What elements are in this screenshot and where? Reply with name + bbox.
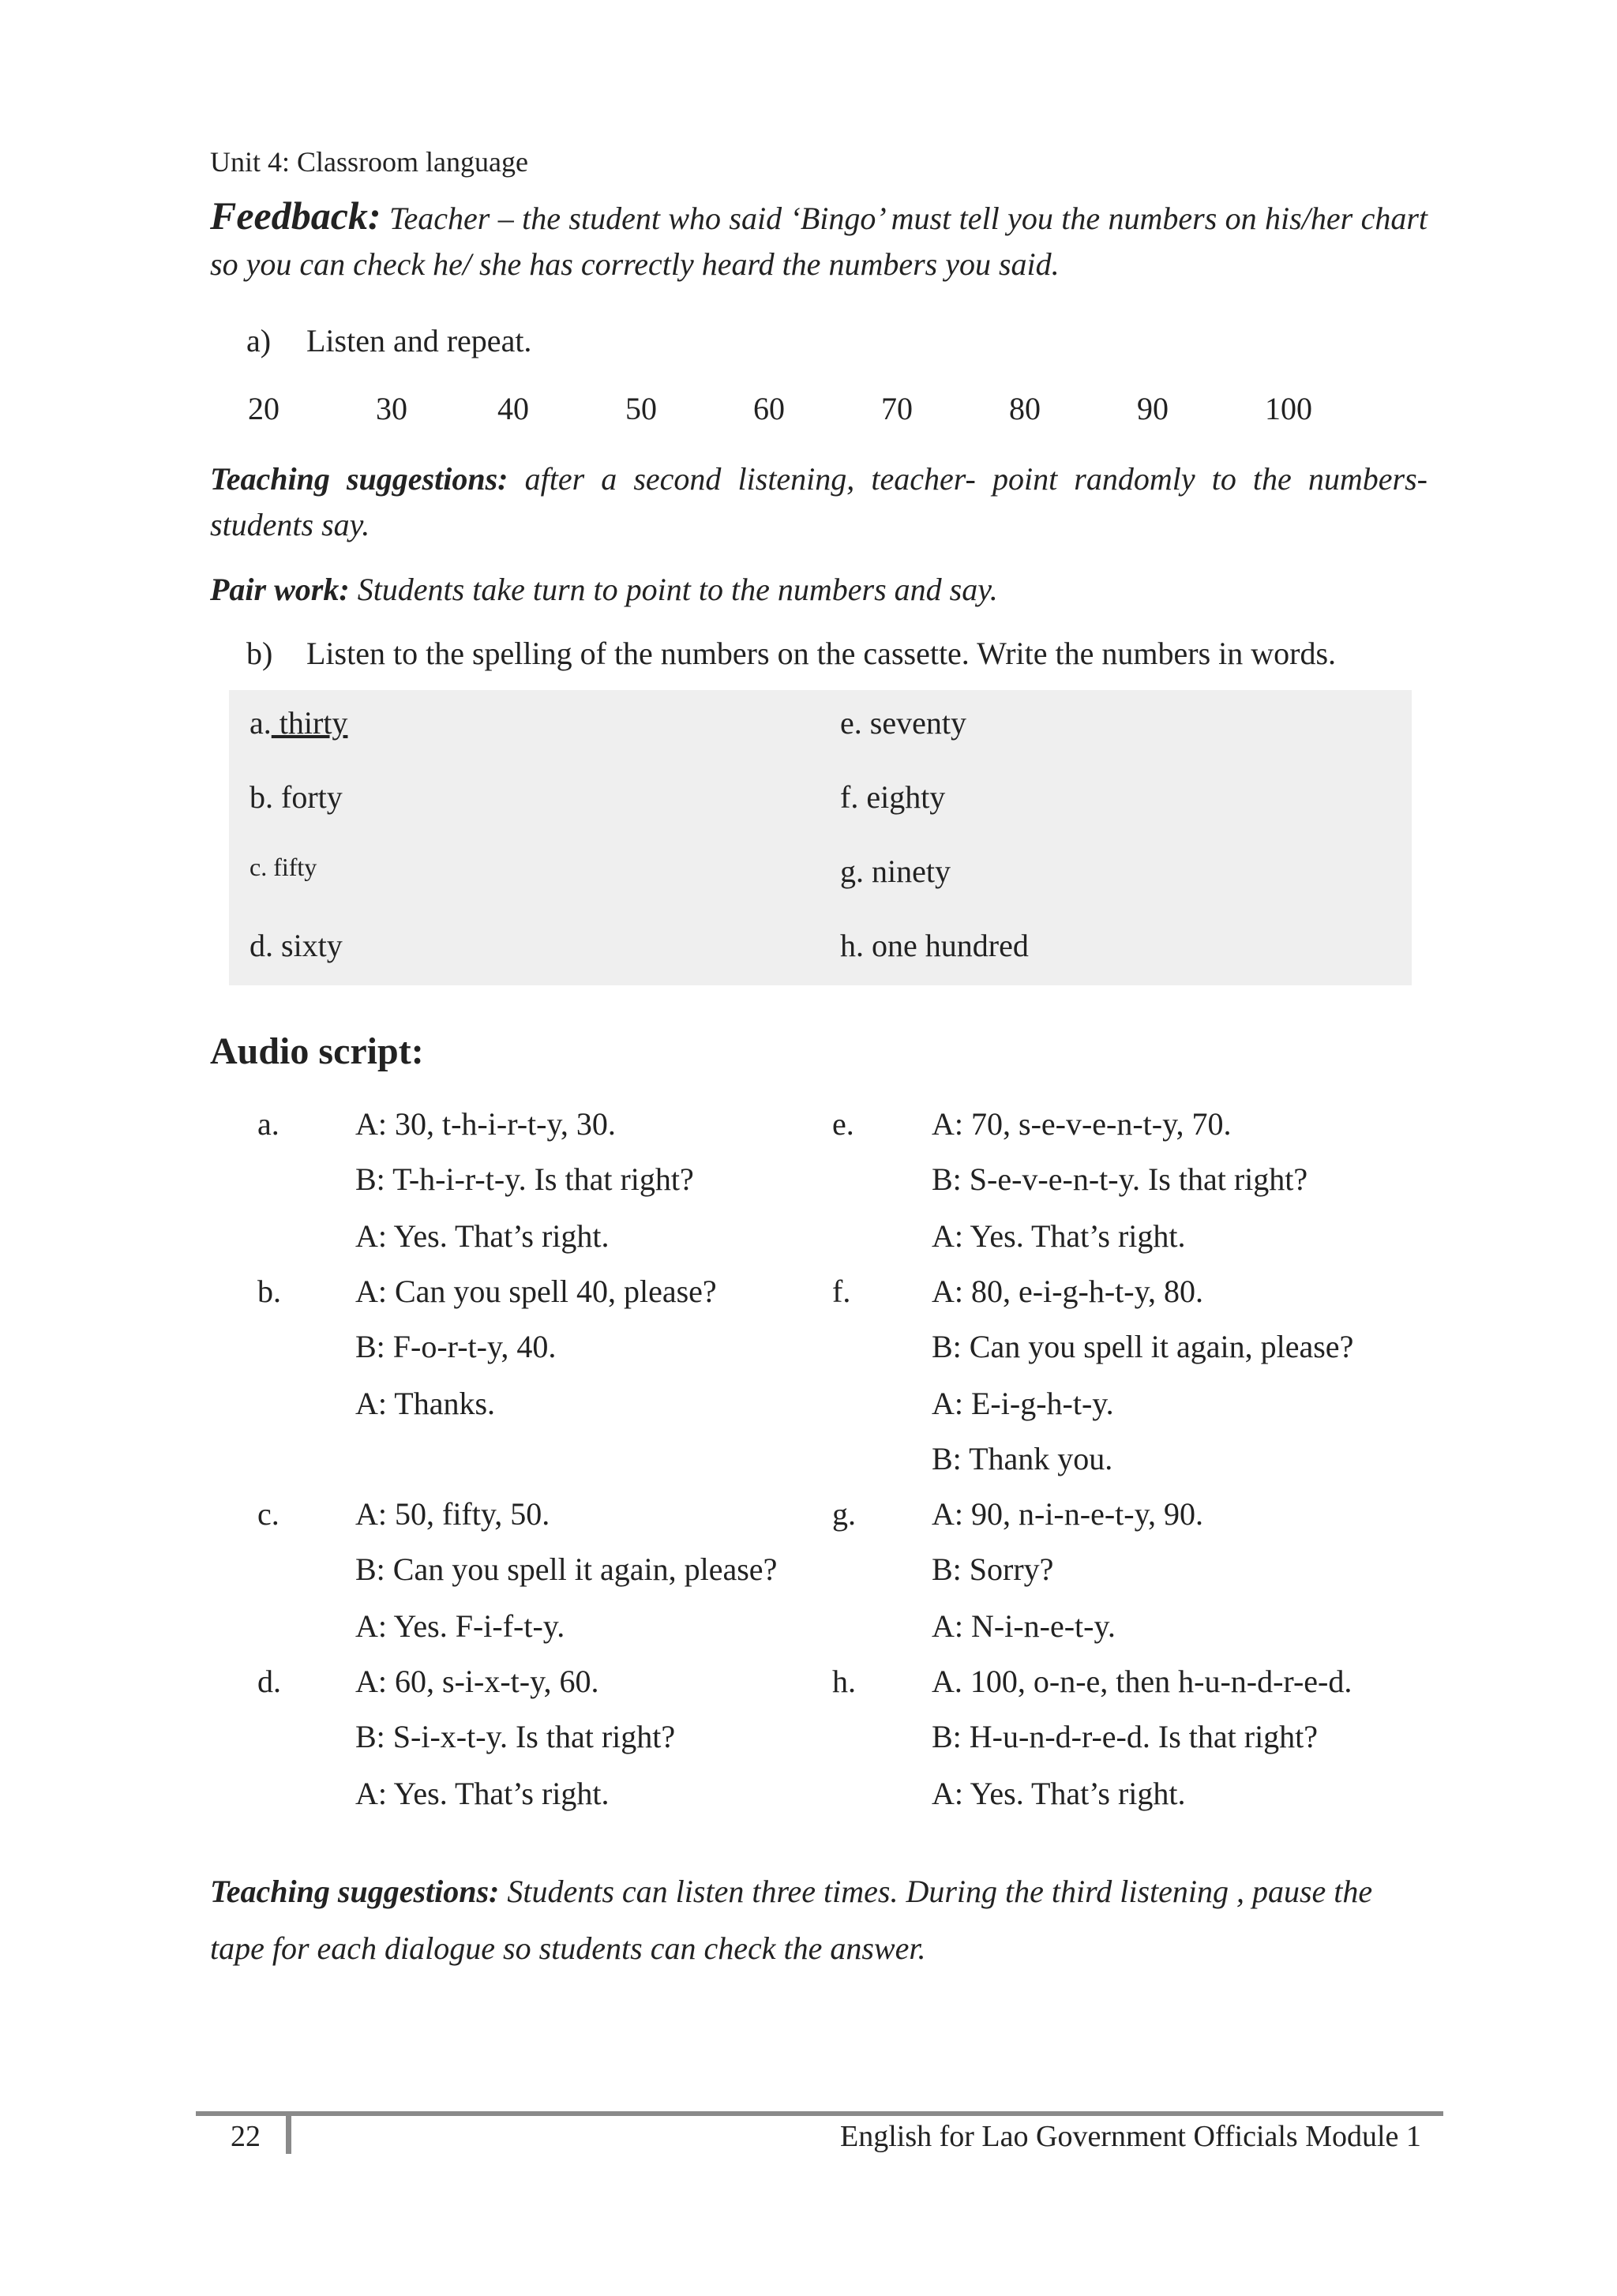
answer-c: c. fifty bbox=[249, 853, 317, 881]
number-item: 70 bbox=[881, 391, 913, 426]
dialogue-label-h: h. bbox=[832, 1664, 856, 1699]
dialogue-line: B: S-i-x-t-y. Is that right? bbox=[355, 1719, 676, 1754]
dialogue-line: A: Yes. That’s right. bbox=[355, 1776, 610, 1811]
dialogue-line: A: Yes. That’s right. bbox=[932, 1218, 1186, 1254]
feedback-text: Teacher – the student who said ‘Bingo’ must tell you the numbers on his/her chart so you can check he/ she has correctly heard the numbers you said. bbox=[210, 201, 1428, 282]
dialogue-line: A: Can you spell 40, please? bbox=[355, 1274, 717, 1309]
answer-box bbox=[229, 690, 1412, 985]
feedback-lead: Feedback: bbox=[210, 193, 381, 238]
number-item: 50 bbox=[625, 391, 657, 426]
dialogue-label-d: d. bbox=[257, 1664, 281, 1699]
teaching-suggestions-lead: Teaching suggestions: bbox=[210, 461, 508, 497]
dialogue-line: A: 60, s-i-x-t-y, 60. bbox=[355, 1664, 599, 1699]
pair-work-lead: Pair work: bbox=[210, 572, 350, 607]
answer-d: d. sixty bbox=[249, 928, 343, 963]
answer-a bbox=[249, 704, 347, 741]
dialogue-label-b: b. bbox=[257, 1274, 281, 1309]
dialogue-line: B: T-h-i-r-t-y. Is that right? bbox=[355, 1161, 694, 1197]
dialogue-line: A: Thanks. bbox=[355, 1386, 496, 1421]
feedback-paragraph bbox=[210, 193, 1428, 287]
footer-divider bbox=[286, 2116, 291, 2154]
teaching-suggestions-2 bbox=[210, 1863, 1428, 1977]
dialogue-line: A: 90, n-i-n-e-t-y, 90. bbox=[932, 1496, 1203, 1532]
exercise-b-label: b) bbox=[246, 636, 273, 671]
number-item: 100 bbox=[1265, 391, 1312, 426]
dialogue-label-a: a. bbox=[257, 1106, 280, 1142]
teaching-suggestions-text: Students can listen three times. During the third listening , pause the tape for each dialogue so students can check the answer. bbox=[210, 1874, 1373, 1966]
dialogue-label-c: c. bbox=[257, 1496, 280, 1532]
dialogue-line: B: S-e-v-e-n-t-y. Is that right? bbox=[932, 1161, 1308, 1197]
exercise-a-instruction: Listen and repeat. bbox=[306, 323, 532, 358]
page-number: 22 bbox=[231, 2120, 261, 2153]
footer-rule bbox=[196, 2111, 1443, 2116]
teaching-suggestions-1 bbox=[210, 456, 1428, 548]
answer-h: h. one hundred bbox=[840, 928, 1029, 963]
dialogue-line: B: F-o-r-t-y, 40. bbox=[355, 1329, 557, 1364]
exercise-b-instruction: Listen to the spelling of the numbers on the cassette. Write the numbers in words. bbox=[306, 636, 1337, 671]
answer-g: g. ninety bbox=[840, 853, 951, 889]
dialogue-line: B: Can you spell it again, please? bbox=[355, 1551, 778, 1587]
number-item: 30 bbox=[376, 391, 407, 426]
number-item: 90 bbox=[1137, 391, 1169, 426]
dialogue-line: A: N-i-n-e-t-y. bbox=[932, 1608, 1116, 1644]
unit-header: Unit 4: Classroom language bbox=[210, 146, 528, 178]
dialogue-line: B: H-u-n-d-r-e-d. Is that right? bbox=[932, 1719, 1319, 1754]
dialogue-line: B: Thank you. bbox=[932, 1441, 1113, 1476]
answer-e: e. seventy bbox=[840, 705, 966, 741]
answer-b: b. forty bbox=[249, 779, 343, 815]
answer-a-word: thirty bbox=[271, 705, 348, 741]
dialogue-line: A: Yes. That’s right. bbox=[932, 1776, 1186, 1811]
dialogue-line: A: 50, fifty, 50. bbox=[355, 1496, 550, 1532]
dialogue-label-f: f. bbox=[832, 1274, 851, 1309]
dialogue-line: A: Yes. F-i-f-t-y. bbox=[355, 1608, 565, 1644]
number-item: 60 bbox=[753, 391, 785, 426]
pair-work-paragraph bbox=[210, 567, 1428, 613]
dialogue-line: A: E-i-g-h-t-y. bbox=[932, 1386, 1114, 1421]
dialogue-line: A: 30, t-h-i-r-t-y, 30. bbox=[355, 1106, 616, 1142]
teaching-suggestions-text: after a second listening, teacher- point randomly to the numbers- students say. bbox=[210, 461, 1428, 542]
number-item: 40 bbox=[497, 391, 529, 426]
dialogue-line: B: Sorry? bbox=[932, 1551, 1054, 1587]
dialogue-label-g: g. bbox=[832, 1496, 856, 1532]
pair-work-text: Students take turn to point to the numbers and say. bbox=[349, 572, 998, 607]
dialogue-line: A. 100, o-n-e, then h-u-n-d-r-e-d. bbox=[932, 1664, 1353, 1699]
answer-a-prefix: a. bbox=[249, 705, 272, 741]
audio-script-heading: Audio script: bbox=[210, 1030, 424, 1072]
dialogue-line: A: 80, e-i-g-h-t-y, 80. bbox=[932, 1274, 1203, 1309]
dialogue-line: A: Yes. That’s right. bbox=[355, 1218, 610, 1254]
exercise-a-label: a) bbox=[246, 323, 272, 358]
number-item: 20 bbox=[248, 391, 280, 426]
dialogue-line: A: 70, s-e-v-e-n-t-y, 70. bbox=[932, 1106, 1232, 1142]
teaching-suggestions-lead: Teaching suggestions: bbox=[210, 1874, 500, 1909]
dialogue-label-e: e. bbox=[832, 1106, 854, 1142]
answer-f: f. eighty bbox=[840, 779, 946, 815]
footer-title: English for Lao Government Officials Module 1 bbox=[840, 2120, 1421, 2153]
dialogue-line: B: Can you spell it again, please? bbox=[932, 1329, 1354, 1364]
number-item: 80 bbox=[1009, 391, 1041, 426]
